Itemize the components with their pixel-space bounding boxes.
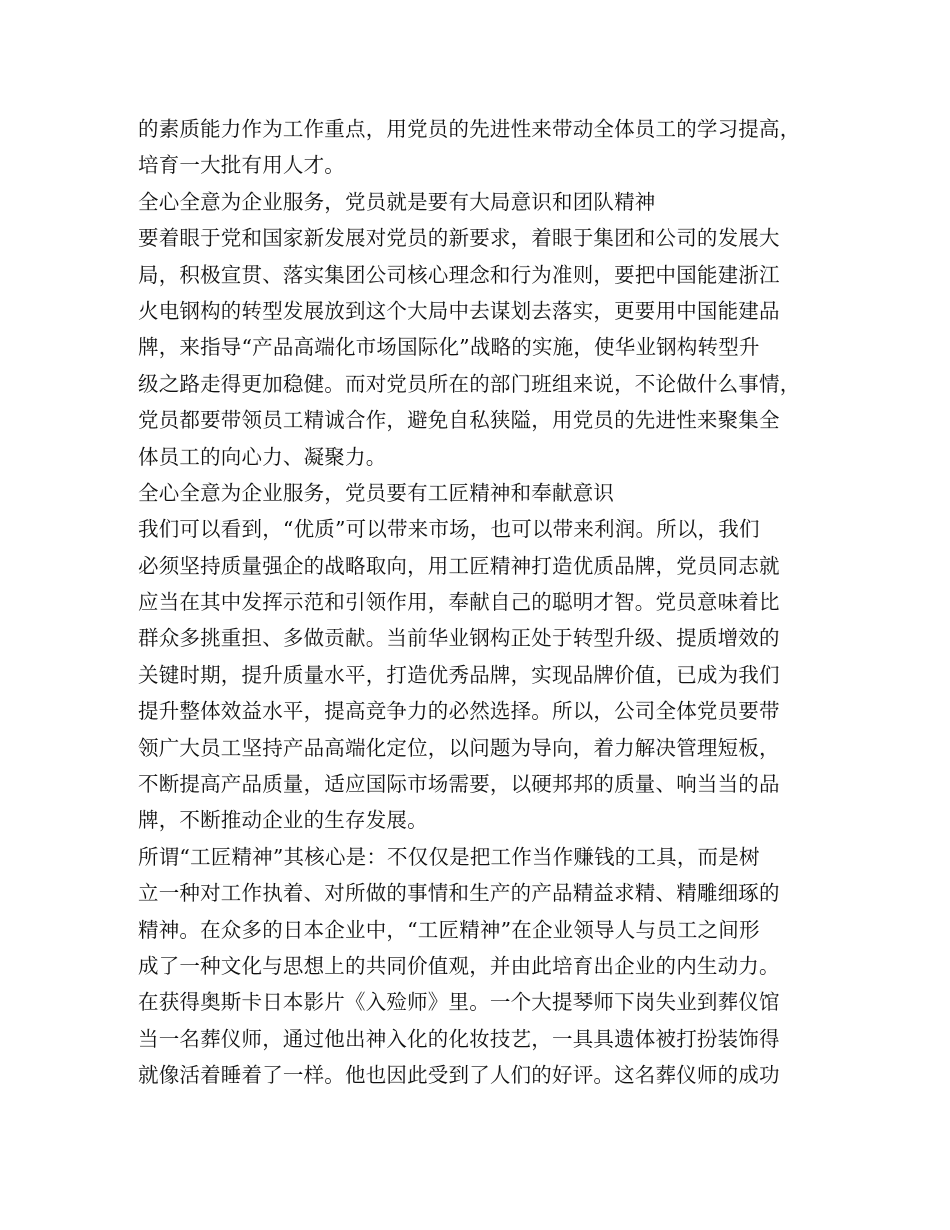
- text-line: 群众多挑重担、多做贡献。当前华业钢构正处于转型升级、提质增效的: [138, 626, 780, 651]
- text-line: 精神。在众多的日本企业中，“工匠精神”在企业领导人与员工之间形: [138, 917, 760, 942]
- document-body: [138, 111, 828, 1094]
- text-line: 立一种对工作执着、对所做的事情和生产的产品精益求精、精雕细琢的: [138, 881, 780, 906]
- text-line: 必须坚持质量强企的战略取向，用工匠精神打造优质品牌，党员同志就: [138, 553, 780, 578]
- text-line: 应当在其中发挥示范和引领作用，奉献自己的聪明才智。党员意味着比: [138, 590, 780, 615]
- text-line: 的素质能力作为工作重点，用党员的先进性来带动全体员工的学习提高，: [138, 117, 801, 141]
- text-line: 要着眼于党和国家新发展对党员的新要求，着眼于集团和公司的发展大: [138, 226, 780, 251]
- text-line: 牌，来指导“产品高端化市场国际化”战略的实施，使华业钢构转型升: [138, 335, 760, 360]
- text-line: 党员都要带领员工精诚合作，避免自私狭隘，用党员的先进性来聚集全: [138, 408, 780, 433]
- text-line: 成了一种文化与思想上的共同价值观，并由此培育出企业的内生动力。: [138, 953, 780, 978]
- text-line: 局，积极宣贯、落实集团公司核心理念和行为准则，要把中国能建浙江: [138, 262, 780, 287]
- text-line: 培育一大批有用人才。: [138, 153, 345, 178]
- text-line: 我们可以看到，“优质”可以带来市场，也可以带来利润。所以，我们: [138, 517, 760, 542]
- text-line: 所谓“工匠精神”其核心是：不仅仅是把工作当作赚钱的工具，而是树: [138, 844, 760, 869]
- text-line: 提升整体效益水平，提高竞争力的必然选择。所以，公司全体党员要带: [138, 699, 780, 724]
- text-line: 就像活着睡着了一样。他也因此受到了人们的好评。这名葬仪师的成功: [138, 1063, 780, 1088]
- text-line: 体员工的向心力、凝聚力。: [138, 444, 387, 469]
- text-line: 牌，不断推动企业的生存发展。: [138, 808, 428, 833]
- text-line: 火电钢构的转型发展放到这个大局中去谋划去落实，更要用中国能建品: [138, 298, 780, 323]
- text-line: 级之路走得更加稳健。而对党员所在的部门班组来说，不论做什么事情，: [138, 371, 801, 396]
- text-line: 在获得奥斯卡日本影片《入殓师》里。一个大提琴师下岗失业到葬仪馆: [138, 990, 780, 1015]
- text-line: 不断提高产品质量，适应国际市场需要，以硬邦邦的质量、响当当的品: [138, 772, 780, 797]
- section-heading: 全心全意为企业服务，党员要有工匠精神和奉献意识: [138, 480, 615, 505]
- section-heading: 全心全意为企业服务，党员就是要有大局意识和团队精神: [138, 189, 656, 214]
- text-line: 当一名葬仪师，通过他出神入化的化妆技艺，一具具遗体被打扮装饰得: [138, 1026, 780, 1051]
- text-line: 领广大员工坚持产品高端化定位，以问题为导向，着力解决管理短板，: [138, 735, 780, 760]
- text-line: 关键时期，提升质量水平，打造优秀品牌，实现品牌价值，已成为我们: [138, 662, 780, 687]
